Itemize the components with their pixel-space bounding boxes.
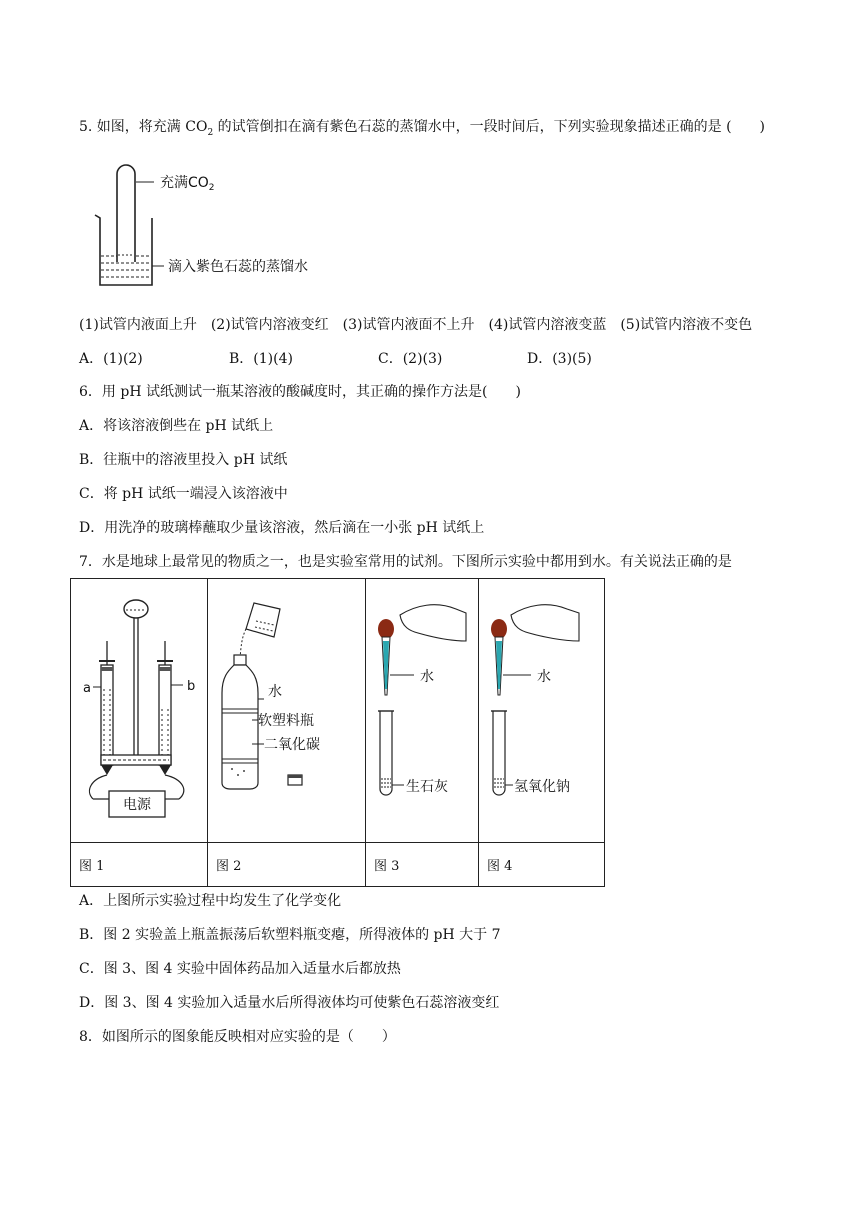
q7-figure-table (70, 578, 605, 887)
label-soft-bottle: 软塑料瓶 (258, 713, 314, 729)
fig1-cell (71, 579, 208, 843)
label-water-fig2: 水 (268, 684, 282, 700)
q6-option-c[interactable]: C．将 pH 试纸一端浸入该溶液中 (79, 486, 288, 502)
electrolysis-apparatus (71, 579, 207, 838)
q5-statements: (1)试管内液面上升 (2)试管内溶液变红 (3)试管内液面不上升 (4)试管内溶液变蓝 (5)试管内溶液不变色 (79, 317, 753, 333)
q6-option-b[interactable]: B．往瓶中的溶液里投入 pH 试纸 (79, 452, 288, 468)
label-litmus-water: 滴入紫色石蕊的蒸馏水 (168, 259, 308, 275)
label-a: a (83, 681, 91, 696)
label-quicklime: 生石灰 (406, 779, 448, 795)
q5-option-b[interactable]: B．(1)(4) (229, 351, 293, 367)
q7-stem: 7．水是地球上最常见的物质之一，也是实验室常用的试剂。下图所示实验中都用到水。有关说法正确的是 (79, 554, 732, 570)
fig2-cell (208, 579, 366, 843)
quicklime-water-experiment (366, 579, 478, 838)
label-power-supply: 电源 (123, 797, 151, 813)
label-sodium-hydroxide: 氢氧化钠 (514, 779, 570, 795)
label-carbon-dioxide: 二氧化碳 (264, 737, 320, 753)
fig3-cell (366, 579, 479, 843)
q7-option-b[interactable]: B．图 2 实验盖上瓶盖振荡后软塑料瓶变瘪，所得液体的 pH 大于 7 (79, 927, 501, 943)
caption-fig3: 图 3 (366, 843, 479, 887)
caption-fig4: 图 4 (479, 843, 605, 887)
q8-stem: 8．如图所示的图象能反映相对应实验的是（ ） (79, 1029, 396, 1045)
q5-option-a[interactable]: A．(1)(2) (79, 351, 143, 367)
label-water-fig4: 水 (537, 669, 551, 685)
fig4-cell (479, 579, 605, 843)
label-co2-tube: 充满$CO_2$ (160, 175, 215, 193)
q6-option-a[interactable]: A．将该溶液倒些在 pH 试纸上 (79, 418, 274, 434)
caption-fig2: 图 2 (208, 843, 366, 887)
label-water-fig3: 水 (420, 669, 434, 685)
q5-option-d[interactable]: D．(3)(5) (527, 351, 592, 367)
q7-option-c[interactable]: C．图 3、图 4 实验中固体药品加入适量水后都放热 (79, 961, 401, 977)
q5-option-c[interactable]: C．(2)(3) (378, 351, 443, 367)
q7-option-a[interactable]: A．上图所示实验过程中均发生了化学变化 (79, 893, 342, 909)
q6-stem: 6．用 pH 试纸测试一瓶某溶液的酸碱度时，其正确的操作方法是( ) (79, 384, 521, 400)
q5-stem: 5. 如图，将充满 $CO_2$ 的试管倒扣在滴有紫色石蕊的蒸馏水中，一段时间后，下列实验现象描述正确的是 ( ) (79, 119, 766, 138)
q7-option-d[interactable]: D．图 3、图 4 实验加入适量水后所得液体均可使紫色石蕊溶液变红 (79, 995, 500, 1011)
q6-option-d[interactable]: D．用洗净的玻璃棒蘸取少量该溶液，然后滴在一小张 pH 试纸上 (79, 520, 485, 536)
caption-fig1: 图 1 (71, 843, 208, 887)
sodium-hydroxide-water-experiment (479, 579, 604, 838)
label-b: b (187, 679, 196, 694)
q5-diagram (90, 160, 350, 295)
soft-plastic-bottle-experiment (208, 579, 365, 838)
